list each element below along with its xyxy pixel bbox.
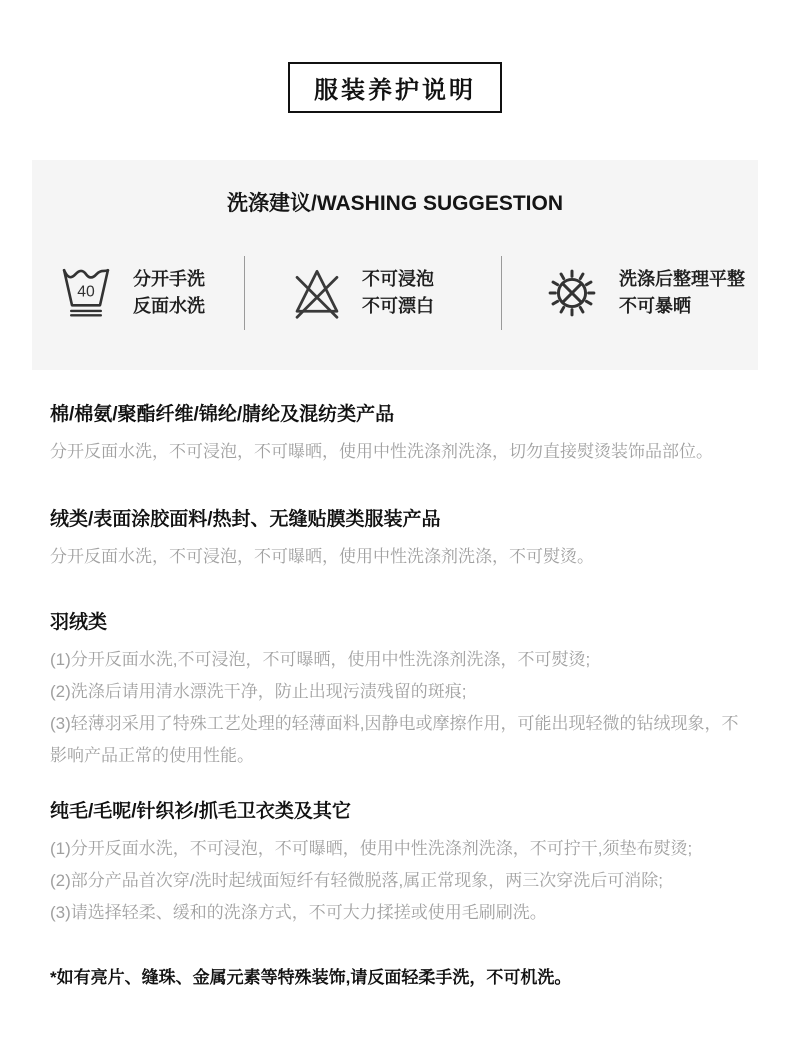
wash-item-no-bleach [245,265,501,321]
wash-item-label-line1: 不可浸泡 [362,269,434,289]
care-section-line: (2)洗涤后请用清水漂洗干净，防止出现污渍残留的斑痕; [50,682,467,701]
care-section-body [50,833,750,929]
handwash-40-icon [58,263,114,323]
no-bleach-icon [291,265,343,321]
care-section-line: (2)部分产品首次穿/洗时起绒面短纤有轻微脱落,属正常现象，两三次穿洗后可消除; [50,871,663,890]
washing-icon-row [32,235,758,351]
washing-suggestion-header: 洗涤建议/WASHING SUGGESTION [226,192,564,215]
care-section-line: (1)分开反面水洗，不可浸泡，不可曝晒，使用中性洗涤剂洗涤，不可拧干,须垫布熨烫; [50,839,693,858]
wash-item-handwash [32,263,244,323]
wash-item-label [362,266,434,320]
wash-temperature-label: 40 [77,283,95,301]
page-title: 服装养护说明 [314,77,476,104]
care-section-cotton [50,399,750,468]
care-section-down [50,607,750,772]
care-section-heading: 羽绒类 [50,612,108,633]
care-section-heading: 纯毛/毛呢/针织衫/抓毛卫衣类及其它 [50,801,351,822]
washing-suggestion-panel [32,160,758,370]
no-sun-icon [544,265,600,321]
care-section-heading: 棉/棉氨/聚酯纤维/锦纶/腈纶及混纺类产品 [50,404,395,425]
care-section-line: (3)请选择轻柔、缓和的洗涤方式，不可大力揉搓或使用毛刷刷洗。 [50,903,547,922]
care-section-line: 分开反面水洗，不可浸泡，不可曝晒，使用中性洗涤剂洗涤，不可熨烫。 [50,547,594,566]
care-section-pile-coated [50,504,750,573]
wash-item-label-line2: 反面水洗 [133,296,205,316]
care-content [0,399,790,988]
care-section-line: (3)轻薄羽采用了特殊工艺处理的轻薄面料,因静电或摩擦作用，可能出现轻微的钻绒现象，不影响产品正常的使用性能。 [50,714,739,765]
care-section-body [50,541,750,573]
care-instructions-page [0,62,790,1052]
wash-item-label-line1: 分开手洗 [133,269,205,289]
wash-item-no-sun [502,265,758,321]
wash-item-label-line2: 不可暴晒 [619,296,691,316]
wash-item-label [619,266,745,320]
care-section-line: (1)分开反面水洗,不可浸泡，不可曝晒，使用中性洗涤剂洗涤，不可熨烫; [50,650,591,669]
wash-item-label-line1: 洗涤后整理平整 [619,269,745,289]
page-title-box [288,62,502,113]
care-section-heading: 绒类/表面涂胶面料/热封、无缝贴膜类服装产品 [50,509,441,530]
wash-item-label-line2: 不可漂白 [362,296,434,316]
care-section-wool-knit [50,796,750,929]
care-section-line: 分开反面水洗，不可浸泡，不可曝晒，使用中性洗涤剂洗涤，切勿直接熨烫装饰品部位。 [50,442,713,461]
wash-item-label [133,266,205,320]
care-section-body [50,436,750,468]
care-section-body [50,644,750,772]
special-decoration-footnote: *如有亮片、缝珠、金属元素等特殊装饰,请反面轻柔手洗，不可机洗。 [50,968,572,987]
